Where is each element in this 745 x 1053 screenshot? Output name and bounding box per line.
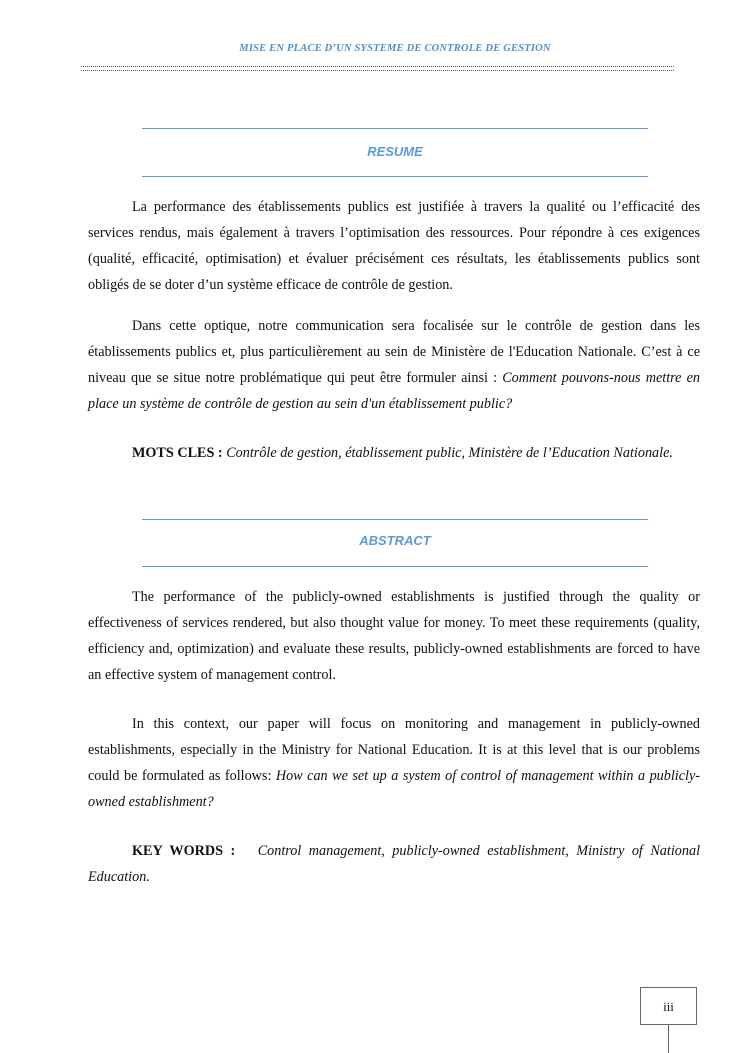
- abstract-research-question: How can we set up a system of control of management within a publicly-owned establishment?: [88, 768, 701, 810]
- abstract-rule-top: [142, 519, 648, 520]
- abstract-rule-bottom: [142, 566, 648, 567]
- abstract-paragraph-1: The performance of the publicly-owned establishments is justified through the quality or effectiveness of services rendered, but also thought value for money. To meet these requirements (quality, efficiency and, optimization) and evaluate these results, publicly-owned establishments are forced to have an effective system of management control.: [88, 589, 700, 683]
- abstract-paragraph-2: [88, 711, 700, 815]
- resume-paragraph-1: La performance des établissements publics est justifiée à travers la qualité ou l’efficacité des services rendus, mais également à travers l’optimisation des ressources. Pour répondre à ces exigences (qualité, efficacité, optimisation) et évaluer précisément ces résultats, les établissements publics sont obligés de se doter d’un système efficace de contrôle de gestion.: [88, 199, 700, 293]
- abstract-title: ABSTRACT: [359, 533, 431, 548]
- resume-keywords-list: Contrôle de gestion, établissement public, Ministère de l’Education Nationale.: [226, 445, 673, 461]
- abstract-keywords-label: KEY WORDS :: [132, 843, 236, 859]
- resume-rule-bottom: [142, 176, 648, 177]
- resume-paragraph-2: [88, 313, 700, 417]
- page-number: iii: [640, 987, 697, 1025]
- abstract-keywords-list: Control management, publicly-owned establishment, Ministry of National Education.: [88, 843, 701, 885]
- resume-keywords: [88, 440, 700, 466]
- abstract-paragraph-2-text: In this context, our paper will focus on monitoring and management in publicly-owned establishments, especially in the Ministry for National Education. It is at this level that is our problems could be formulated as follows:: [88, 716, 700, 784]
- abstract-keywords: [88, 838, 700, 890]
- header-rule: [81, 66, 674, 71]
- page-number-tail: [668, 1025, 669, 1053]
- resume-research-question: Comment pouvons-nous mettre en place un système de contrôle de gestion au sein d'un établissement public?: [88, 370, 701, 412]
- resume-paragraph-2-text: Dans cette optique, notre communication sera focalisée sur le contrôle de gestion dans les établissements publics et, plus particulièrement au sein de Ministère de l'Education Nationale. C’est à ce niveau que se situe notre problématique qui peut être formuler ainsi :: [88, 318, 700, 386]
- running-header: MISE EN PLACE D’UN SYSTEME DE CONTROLE DE GESTION: [239, 43, 551, 54]
- resume-rule-top: [142, 128, 648, 129]
- resume-title: RESUME: [367, 144, 423, 159]
- resume-keywords-label: MOTS CLES :: [132, 445, 223, 461]
